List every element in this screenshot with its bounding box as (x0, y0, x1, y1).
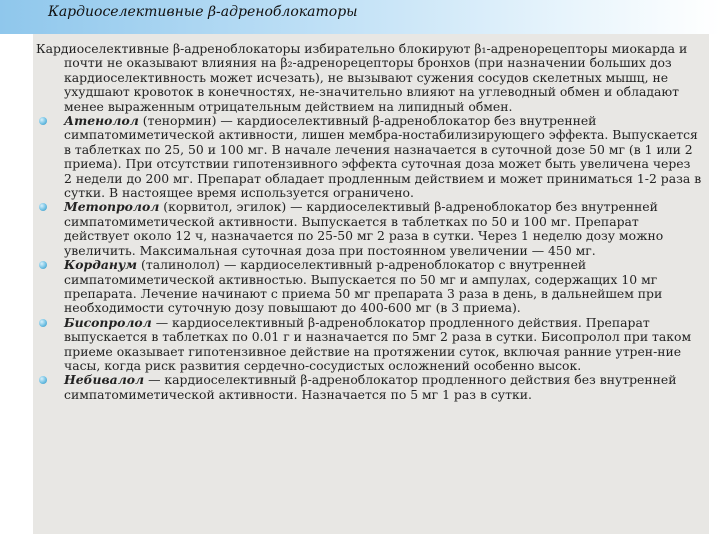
list-item-bisoprolol (36, 316, 702, 374)
drug-synonyms: (талинолол) (141, 257, 220, 273)
bullet-icon (39, 319, 47, 327)
drug-description: — кардиоселективный β-адреноблокатор без внутренней симпатомиметической активности, лишен мембра-ностабилизирующего эффекта. Выпускается в таблетках по 25, 50 и 100 мг. В начале лечения назначается в суточной дозе 50 мг (в 1 или 2 приема). При отсутствии гипотензивного эффекта суточная доза может быть увеличена через 2 недели до 200 мг. Препарат обладает продленным действием и может приниматься 1-2 раза в сутки. В настоящее время используется ограничено. (64, 113, 702, 201)
list-item-metoprolol (36, 200, 702, 258)
drug-synonyms: (тенормин) (142, 113, 217, 129)
drug-name: Атенолол (64, 113, 139, 129)
drug-name: Небивалол (64, 372, 145, 388)
bullet-icon (39, 261, 47, 269)
bullet-icon (39, 203, 47, 211)
drug-name: Метопролол (64, 199, 160, 215)
drug-name: Корданум (64, 257, 138, 273)
bullet-icon (39, 117, 47, 125)
document-body (36, 42, 702, 402)
list-item-atenolol (36, 114, 702, 200)
page-title: Кардиоселективные β-адреноблокаторы (48, 4, 358, 20)
drug-list (36, 114, 702, 402)
drug-synonyms: (корвитол, эгилок) (163, 199, 287, 215)
intro-paragraph: Кардиоселективные β-адреноблокаторы избирательно блокируют β₁-адренорецепторы миокарда и почти не оказывают влияния на β₂-адренорецепторы бронхов (при назначении больших доз кардиоселективность может исчезать), не вызывают сужения сосудов скелетных мышц, не ухудшают кровоток в конечностях, не-значительно влияют на углеводный обмен и обладают менее выраженным отрицательным действием на липидный обмен. (36, 41, 688, 114)
drug-description: — кардиоселективный β-адреноблокатор продленного действия без внутренней симпатомиметической активности. Назначается по 5 мг 1 раз в сутки. (64, 372, 677, 402)
drug-description: — кардиоселективный β-адреноблокатор продленного действия. Препарат выпускается в таблетках по 0.01 г и назначается по 5мг 2 раза в сутки. Бисопролол при таком приеме оказывает гипотензивное действие на протяжении суток, включая ранние утрен-ние часы, когда риск развития сердечно-сосудистых осложнений особенно высок. (64, 314, 692, 373)
list-item-cordanum (36, 258, 702, 316)
drug-description: — кардиоселективый β-адреноблокатор без внутренней симпатомиметической активности. Выпускается в таблетках по 50 и 100 мг. Препарат действует около 12 ч, назначается по 25-50 мг 2 раза в сутки. Через 1 неделю дозу можно увеличить. Максимальная суточная доза при постоянном увеличении — 450 мг. (64, 199, 664, 258)
drug-description: — кардиоселективный р-адреноблокатор с внутренней симпатомиметической активностью. Выпускается по 50 мг и ампулах, содержащих 10 мг препарата. Лечение начинают с приема 50 мг препарата 3 раза в день, в дальнейшем при необходимости суточную дозу повышают до 400-600 мг (в 3 приема). (64, 257, 663, 316)
drug-name: Бисопролол (64, 314, 152, 330)
list-item-nebivolol (36, 373, 702, 402)
bullet-icon (39, 376, 47, 384)
